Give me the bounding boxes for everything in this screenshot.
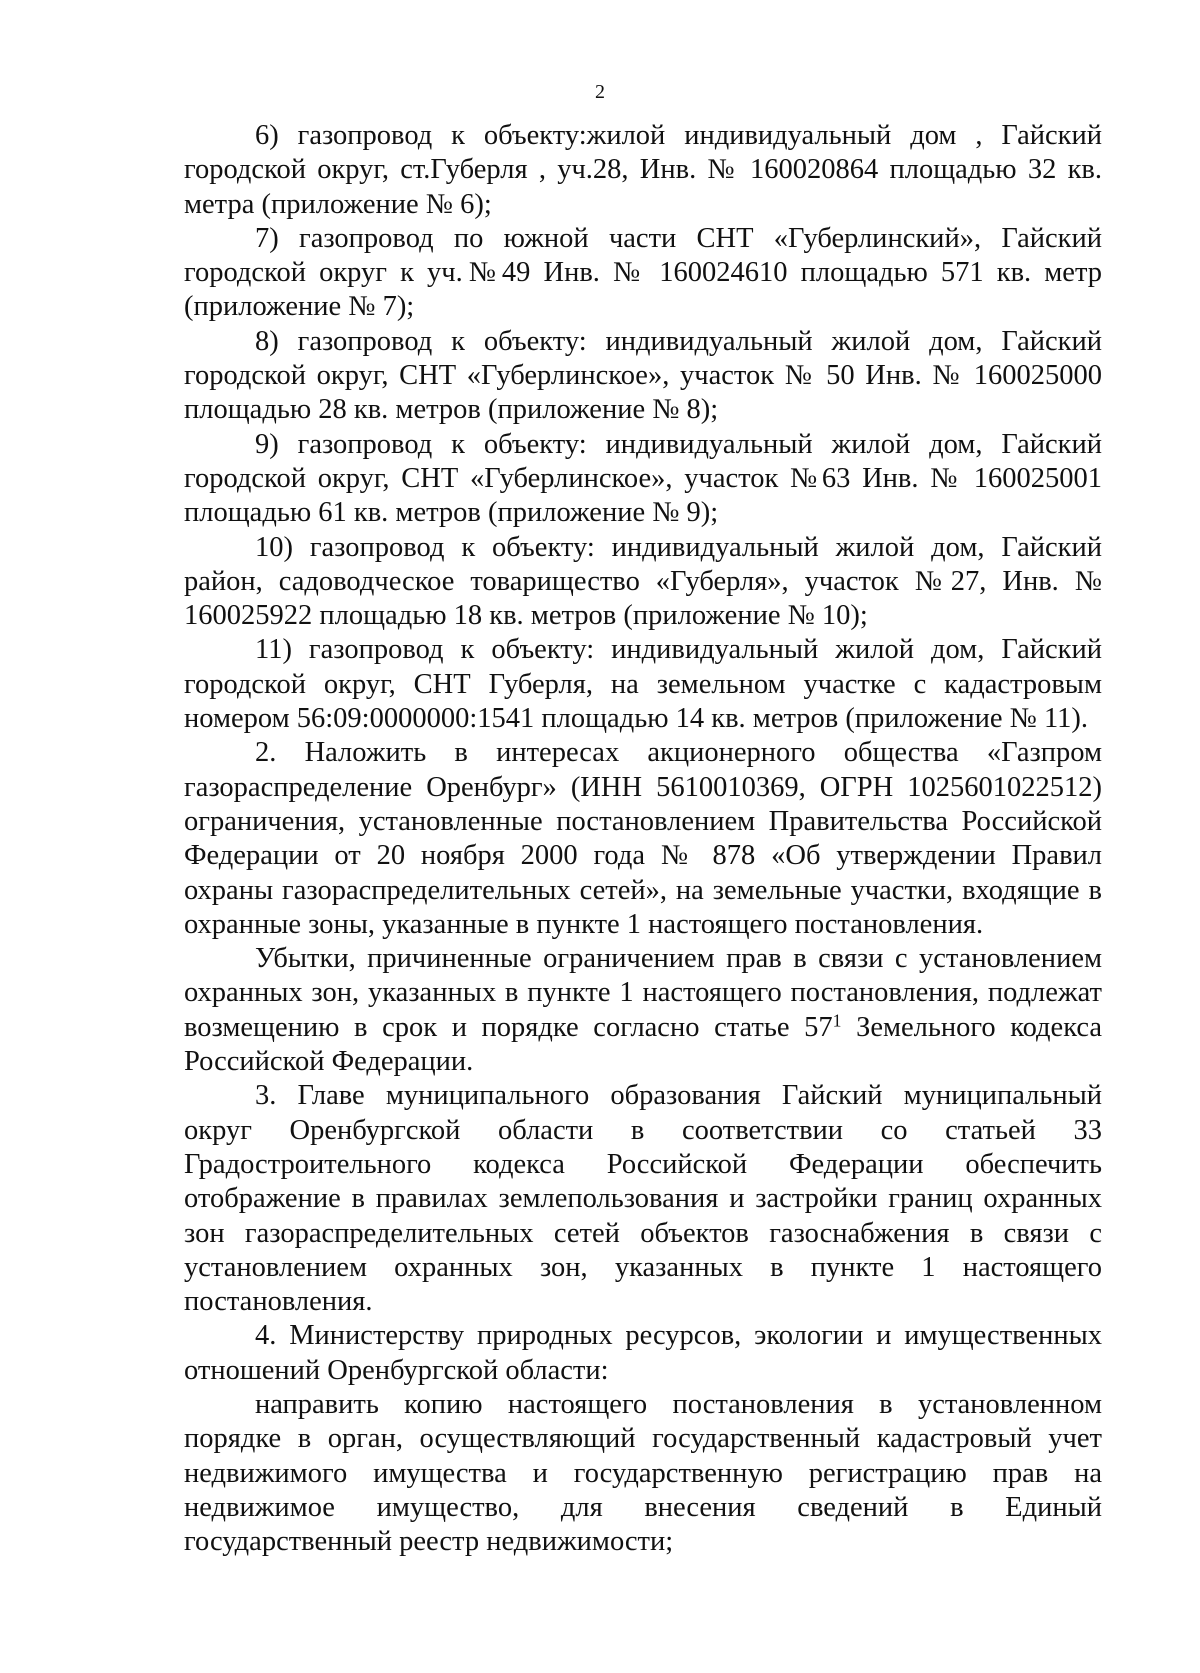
- paragraph-point-3: 3. Главе муниципального образования Гайский муниципальный округ Оренбургской области в соответствии со статьей 33 Градостроительного кодекса Российской Федерации обеспечить отображение в правилах землепользования и застройки границ охранных зон газораспределительных сетей объектов газоснабжения в связи с установлением охранных зон, указанных в пункте 1 настоящего постановления.: [184, 1080, 1102, 1318]
- list-item-7: 7) газопровод по южной части СНТ «Губерлинский», Гайский городской округ к уч.№49 Инв. № 160024610 площадью 571 кв. метр (приложение № 7);: [184, 222, 1102, 323]
- paragraph-losses: [184, 942, 1102, 1079]
- article-superscript: 1: [832, 1010, 842, 1031]
- list-item-8: 8) газопровод к объекту: индивидуальный жилой дом, Гайский городской округ, СНТ «Губерлинское», участок № 50 Инв. № 160025000 площадью 28 кв. метров (приложение № 8);: [184, 325, 1102, 426]
- list-item-11: 11) газопровод к объекту: индивидуальный жилой дом, Гайский городской округ, СНТ Губерля, на земельном участке с кадастровым номером 56:09:0000000:1541 площадью 14 кв. метров (приложение № 11).: [184, 634, 1102, 735]
- list-item-9: 9) газопровод к объекту: индивидуальный жилой дом, Гайский городской округ, СНТ «Губерлинское», участок №63 Инв. № 160025001 площадью 61 кв. метров (приложение № 9);: [184, 428, 1102, 529]
- losses-text: Убытки, причиненные ограничением прав в связи с установлением охранных зон, указанных в пункте 1 настоящего постановления, подлежат возмещению в срок и порядке согласно статье 57: [184, 943, 1102, 1043]
- list-item-6: 6) газопровод к объекту:жилой индивидуальный дом , Гайский городской округ, ст.Губерля , уч.28, Инв. № 160020864 площадью 32 кв. метра (приложение № 6);: [184, 120, 1102, 220]
- paragraph-point-4: 4. Министерству природных ресурсов, экологии и имущественных отношений Оренбургской области:: [184, 1320, 1102, 1386]
- paragraph-point-4-subitem: направить копию настоящего постановления в установленном порядке в орган, осуществляющий государственный кадастровый учет недвижимого имущества и государственную регистрацию прав на недвижимое имущество, для внесения сведений в Единый государственный реестр недвижимости;: [184, 1388, 1102, 1558]
- paragraph-point-2: 2. Наложить в интересах акционерного общества «Газпром газораспределение Оренбург» (ИНН 5610010369, ОГРН 1025601022512) ограничения, установленные постановлением Правительства Российской Федерации от 20 ноября 2000 года № 878 «Об утверждении Правил охраны газораспределительных сетей», на земельные участки, входящие в охранные зоны, указанные в пункте 1 настоящего постановления.: [184, 737, 1102, 940]
- page-number: 2: [595, 81, 605, 103]
- list-item-10: 10) газопровод к объекту: индивидуальный жилой дом, Гайский район, садоводческое товарищество «Губерля», участок №27, Инв. № 160025922 площадью 18 кв. метров (приложение № 10);: [184, 531, 1102, 632]
- losses-text-end: Земельного кодекса Российской Федерации.: [184, 1011, 1102, 1078]
- document-body: [184, 119, 1102, 1559]
